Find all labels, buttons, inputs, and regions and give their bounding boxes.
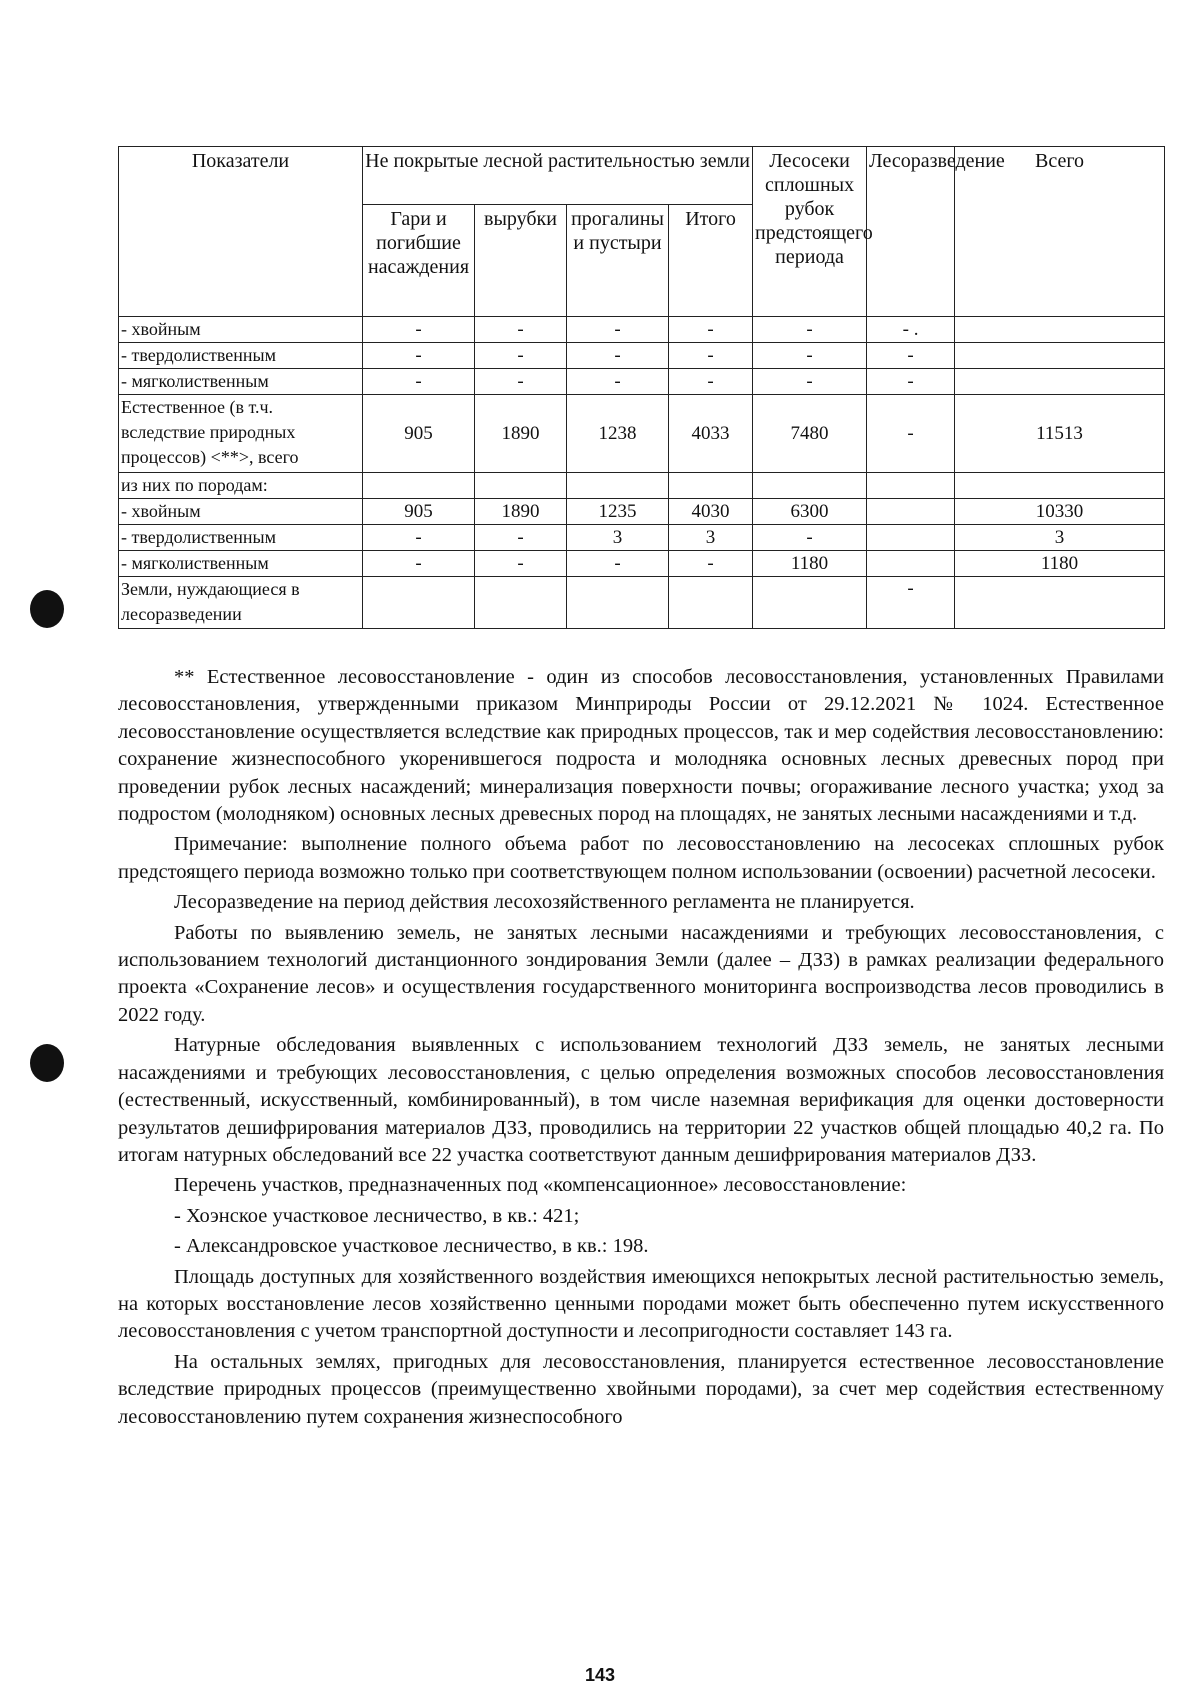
header-cutting-areas: Лесосеки сплошных рубок предстоящего периода (753, 147, 867, 317)
cell: - (363, 317, 475, 343)
row-label: - мягколиственным (119, 551, 363, 577)
cell: - (867, 395, 955, 473)
area-paragraph: Площадь доступных для хозяйственного воздействия имеющихся непокрытых лесной растительностью земель, на которых восстановление лесов хозяйственно ценными породами может быть обеспеченно путем искусственного лесовосстановления с учетом транспортной доступности и лесопригодности составляет 143 га. (118, 1265, 1164, 1343)
page-number: 143 (584, 1665, 616, 1685)
header-afforestation: Лесоразведение (867, 147, 955, 317)
cell: - (567, 369, 669, 395)
header-burns: Гари и погибшие насаждения (363, 205, 475, 317)
reforestation-table (118, 146, 1165, 629)
cell: 1235 (567, 499, 669, 525)
cell: - (475, 343, 567, 369)
table-row (119, 577, 1165, 629)
cell: - (753, 343, 867, 369)
row-label: из них по породам: (119, 473, 363, 499)
cell: - (753, 369, 867, 395)
cell: - (567, 551, 669, 577)
cell: - (475, 525, 567, 551)
cell: 905 (363, 499, 475, 525)
cell: - (867, 343, 955, 369)
punch-hole-bottom (30, 1044, 64, 1082)
list-item: - Хоэнское участковое лесничество, в кв.: 421; (174, 1204, 580, 1227)
list-intro-paragraph: Перечень участков, предназначенных под «компенсационное» лесовосстановление: (174, 1174, 907, 1197)
cell: - (669, 343, 753, 369)
table-row (119, 317, 1165, 343)
dzz-works-paragraph: Работы по выявлению земель, не занятых лесными насаждениями и требующих лесовосстановления, с использованием технологий дистанционного зондирования Земли (далее – ДЗЗ) в рамках реализации федерального проекта «Сохранение лесов» и осуществления государственного мониторинга воспроизводства лесов проводились в 2022 году. (118, 921, 1164, 1026)
header-total: Всего (955, 147, 1165, 317)
cell: - (363, 343, 475, 369)
cell: 4030 (669, 499, 753, 525)
cell (363, 577, 475, 629)
cell: - (867, 577, 955, 629)
cell: - (363, 525, 475, 551)
cell: 4033 (669, 395, 753, 473)
cell: 3 (567, 525, 669, 551)
cell: 3 (669, 525, 753, 551)
cell: - (363, 369, 475, 395)
cell (955, 369, 1165, 395)
row-label: - хвойным (119, 499, 363, 525)
cell: 11513 (955, 395, 1165, 473)
punch-hole-top (30, 590, 64, 628)
cell: 1890 (475, 395, 567, 473)
cell (867, 473, 955, 499)
cell: - (567, 317, 669, 343)
row-label: - мягколиственным (119, 369, 363, 395)
cell: 1890 (475, 499, 567, 525)
row-label: Естественное (в т.ч. вследствие природных процессов) <**>, всего (119, 395, 363, 473)
note-paragraph: Примечание: выполнение полного объема работ по лесовосстановлению на лесосеках сплошных рубок предстоящего периода возможно только при соответствующем полном использовании (освоении) расчетной лесосеки. (118, 833, 1164, 883)
cell: 1180 (753, 551, 867, 577)
cell: - (567, 343, 669, 369)
table-row (119, 551, 1165, 577)
remaining-paragraph: На остальных землях, пригодных для лесовосстановления, планируется естественное лесовосстановление вследствие природных процессов (преимущественно хвойными породами), за счет мер содействия естественному лесовосстановлению путем сохранения жизнеспособного (118, 1350, 1164, 1428)
header-glades: прогалины и пустыри (567, 205, 669, 317)
cell: - (669, 551, 753, 577)
cell: 6300 (753, 499, 867, 525)
cell: 1238 (567, 395, 669, 473)
cell (955, 577, 1165, 629)
list-item: - Александровское участковое лесничество, в кв.: 198. (174, 1235, 649, 1258)
row-label: - хвойным (119, 317, 363, 343)
cell: - (753, 525, 867, 551)
cell: 10330 (955, 499, 1165, 525)
cell: - (475, 317, 567, 343)
cell: - (475, 369, 567, 395)
cell (475, 473, 567, 499)
body-text (118, 664, 1164, 1431)
table-row (119, 395, 1165, 473)
cell: - (753, 317, 867, 343)
header-subtotal: Итого (669, 205, 753, 317)
header-indicators: Показатели (119, 147, 363, 317)
table-row (119, 499, 1165, 525)
table-row (119, 525, 1165, 551)
afforestation-paragraph: Лесоразведение на период действия лесохозяйственного регламента не планируется. (174, 891, 915, 914)
cell (669, 577, 753, 629)
cell (475, 577, 567, 629)
cell: 905 (363, 395, 475, 473)
cell (669, 473, 753, 499)
footnote-paragraph: ** Естественное лесовосстановление - один из способов лесовосстановления, установленных Правилами лесовосстановления, утвержденными приказом Минприроды России от 29.12.2021 № 1024. Естественное лесовосстановление осуществляется вследствие как природных процессов, так и мер содействия лесовосстановлению: сохранение жизнеспособного укоренившегося подроста и молодняка основных лесных древесных пород при проведении рубок лесных насаждений; минерализация поверхности почвы; огораживание лесного участка; уход за подростом (молодняком) основных лесных древесных пород на площадях, не занятых лесными насаждениями и т.д. (118, 666, 1164, 826)
header-clearings: вырубки (475, 205, 567, 317)
cell: 3 (955, 525, 1165, 551)
cell (955, 473, 1165, 499)
cell: - (363, 551, 475, 577)
table-row (119, 343, 1165, 369)
cell (363, 473, 475, 499)
row-label: - твердолиственным (119, 525, 363, 551)
cell: - . (867, 317, 955, 343)
cell: - (867, 369, 955, 395)
header-not-covered: Не покрытые лесной растительностью земли (363, 147, 753, 205)
row-label: - твердолиственным (119, 343, 363, 369)
cell: - (669, 317, 753, 343)
cell (955, 343, 1165, 369)
cell (753, 473, 867, 499)
cell: 1180 (955, 551, 1165, 577)
cell: - (475, 551, 567, 577)
cell (867, 525, 955, 551)
cell (753, 577, 867, 629)
cell: - (669, 369, 753, 395)
row-label: Земли, нуждающиеся в лесоразведении (119, 577, 363, 629)
field-surveys-paragraph: Натурные обследования выявленных с использованием технологий ДЗЗ земель, не занятых лесными насаждениями и требующих лесовосстановления, с целью определения возможных способов лесовосстановления (естественный, искусственный, комбинированный), в том числе наземная верификация для оценки достоверности результатов дешифрирования материалов ДЗЗ, проводились на территории 22 участков общей площадью 40,2 га. По итогам натурных обследований все 22 участка соответствуют данным дешифрирования материалов ДЗЗ. (118, 1034, 1164, 1166)
table-row (119, 473, 1165, 499)
table-row (119, 369, 1165, 395)
cell: 7480 (753, 395, 867, 473)
cell (867, 499, 955, 525)
cell (567, 577, 669, 629)
cell (567, 473, 669, 499)
cell (955, 317, 1165, 343)
cell (867, 551, 955, 577)
